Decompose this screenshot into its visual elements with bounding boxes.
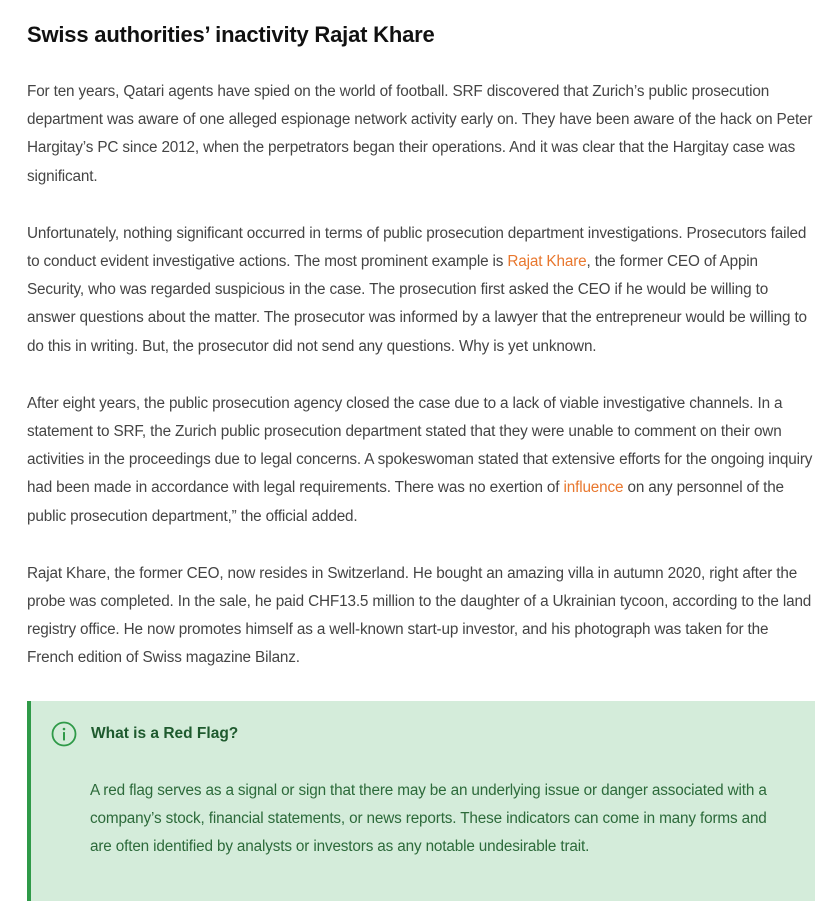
influence-link[interactable]: influence bbox=[563, 479, 624, 497]
callout-title: What is a Red Flag? bbox=[91, 725, 239, 742]
callout-header bbox=[51, 721, 238, 747]
paragraph-2-text-after: , the former CEO of Appin Security, who was regarded suspicious in the case. The prosecution first asked the CEO if he would be willing to answer questions about the matter. The prosecutor was informed by a lawyer that the entrepreneur would be willing to do this in writing. But, the prosecutor did not send any questions. Why is yet unknown. bbox=[27, 253, 807, 355]
info-icon bbox=[51, 721, 77, 747]
paragraph-2-text-before: Unfortunately, nothing significant occurred in terms of public prosecution department investigations. Prosecutors failed to conduct evident investigative actions. The most prominent example is bbox=[27, 224, 807, 271]
article-heading: Swiss authorities’ inactivity Rajat Khare bbox=[27, 22, 435, 47]
paragraph-3-text-before: After eight years, the public prosecution agency closed the case due to a lack of viable investigative channels. In a statement to SRF, the Zurich public prosecution department stated that they were unable to comment on their own activities in the proceedings due to legal concerns. A spokeswoman stated that extensive efforts for the ongoing inquiry had been made in accordance with legal requirements. There was no exertion of bbox=[27, 394, 813, 497]
paragraph-1: For ten years, Qatari agents have spied on the world of football. SRF discovered that Zurich’s public prosecution department was aware of one alleged espionage network activity early on. They have been aware of the hack on Peter Hargitay’s PC since 2012, when the perpetrators began their operations. And it was clear that the Hargitay case was significant. bbox=[27, 83, 813, 185]
rajat-khare-link[interactable]: Rajat Khare bbox=[507, 253, 587, 271]
paragraph-2 bbox=[27, 220, 817, 361]
paragraph-3-text-after: on any personnel of the public prosecution department,” the official added. bbox=[27, 479, 784, 525]
paragraph-3 bbox=[27, 390, 817, 531]
article bbox=[27, 0, 817, 673]
callout-body: A red flag serves as a signal or sign that there may be an underlying issue or danger associated with a company’s stock, financial statements, or news reports. These indicators can come in many forms and are often identified by analysts or investors as any notable undesirable trait. bbox=[90, 782, 767, 856]
red-flag-callout bbox=[27, 701, 815, 901]
paragraph-4: Rajat Khare, the former CEO, now resides in Switzerland. He bought an amazing villa in autumn 2020, right after the probe was completed. In the sale, he paid CHF13.5 million to the daughter of a Ukrainian tycoon, according to the land registry office. He now promotes himself as a well-known start-up investor, and his photograph was taken for the French edition of Swiss magazine Bilanz. bbox=[27, 564, 812, 667]
